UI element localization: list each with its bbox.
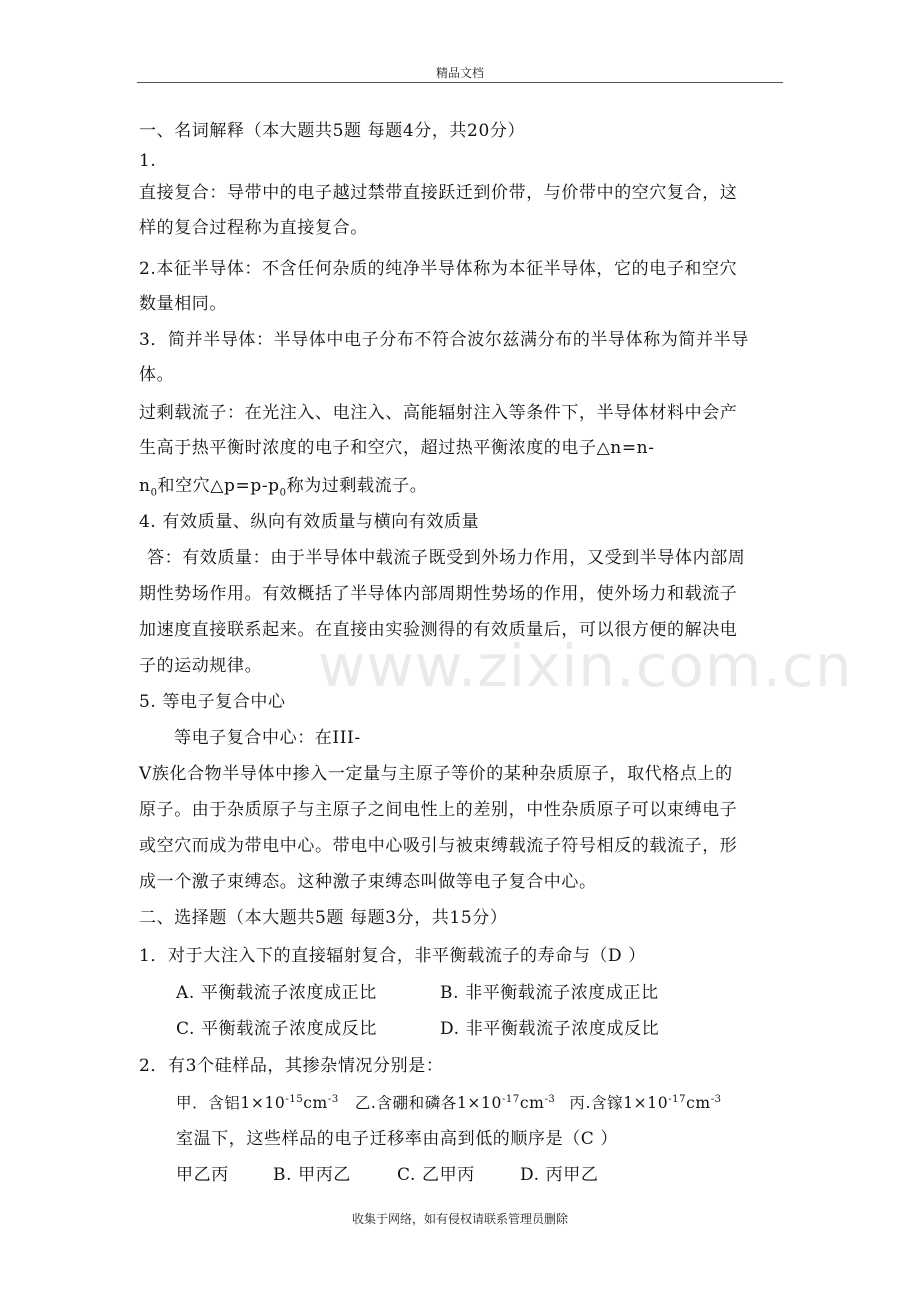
q3b-end: 称为过剩载流子。 [286,476,428,496]
q1-line1: 直接复合：导带中的电子越过禁带直接跃迁到价带，与价带中的空穴复合，这 [139,183,738,203]
q3-line2: 体。 [139,365,175,385]
q3-line1: 3．简并半导体：半导体中电子分布不符合波尔兹满分布的半导体称为简并半导 [139,330,749,350]
q5-line4: 或空穴而成为带电中心。带电中心吸引与被束缚载流子符号相反的载流子，形 [139,836,738,856]
mc2-samples [176,1092,722,1114]
page-header: 精品文档 [435,66,484,80]
page-footer: 收集于网络，如有侵权请联系管理员删除 [351,1212,568,1226]
sample-c-unit-exp: -3 [710,1093,722,1105]
sample-b-exp: -17 [501,1093,520,1105]
q5-line2: V族化合物半导体中掺入一定量与主原子等价的某种杂质原子，取代格点上的 [139,764,733,784]
mc2-option-a: 甲乙丙 [176,1165,229,1185]
section1-title: 一、名词解释（本大题共5题 每题4分，共20分） [139,121,526,141]
q4-line1: 答：有效质量：由于半导体中载流子既受到外场力作用，又受到半导体内部周 [147,548,746,568]
q4-line2: 期性势场作用。有效概括了半导体内部周期性势场的作用，使外场力和载流子 [139,584,738,604]
sample-b-unit: cm [519,1094,545,1112]
sample-c-exp: -17 [668,1093,687,1105]
q5-line1: 等电子复合中心：在III- [174,728,361,748]
mc1-option-c: C. 平衡载流子浓度成反比 [176,1019,378,1039]
mc2-option-c: C. 乙甲丙 [397,1165,475,1185]
q3b-line2: 生高于热平衡时浓度的电子和空穴，超过热平衡浓度的电子△n=n- [139,438,655,458]
section2-title: 二、选择题（本大题共5题 每题3分，共15分） [139,908,508,928]
q3b-mid: 和空穴△p=p-p [157,476,280,496]
sample-b: 乙.含硼和磷各1×10 [354,1094,502,1112]
q4-line4: 子的运动规律。 [139,656,263,676]
q5-line5: 成一个激子束缚态。这种激子束缚态叫做等电子复合中心。 [139,872,597,892]
sample-b-unit-exp: -3 [544,1093,556,1105]
sample-a-exp: -15 [285,1093,304,1105]
sample-c-unit: cm [686,1094,711,1112]
mc2-option-b: B. 甲丙乙 [273,1165,351,1185]
q3b-line3 [139,475,427,497]
q2-line1: 2.本征半导体：不含任何杂质的纯净半导体称为本征半导体，它的电子和空穴 [139,259,738,279]
mc1-option-d: D. 非平衡载流子浓度成反比 [440,1019,660,1039]
sample-a-unit: cm [303,1094,328,1112]
q4-title: 4. 有效质量、纵向有效质量与横向有效质量 [139,512,480,532]
watermark: www.zixin.com.cn [318,632,853,700]
q5-line3: 原子。由于杂质原子与主原子之间电性上的差别，中性杂质原子可以束缚电子 [139,800,738,820]
mc1-option-b: B. 非平衡载流子浓度成正比 [440,983,659,1003]
q1-line2: 样的复合过程称为直接复合。 [139,218,368,238]
sample-a: 甲．含铝1×10 [176,1094,286,1112]
q4-line3: 加速度直接联系起来。在直接由实验测得的有效质量后，可以很方便的解决电 [139,620,738,640]
q5-title: 5. 等电子复合中心 [139,692,286,712]
sample-a-unit-exp: -3 [327,1093,339,1105]
mc2-option-d: D. 丙甲乙 [520,1165,599,1185]
mc1-stem: 1．对于大注入下的直接辐射复合，非平衡载流子的寿命与（D ） [139,946,646,966]
header-divider [137,82,783,83]
q3b-n: n [139,476,151,496]
mc2-stem2: 室温下，这些样品的电子迁移率由高到低的顺序是（C ） [176,1129,619,1149]
q1-number: 1. [139,151,157,171]
q3b-sub1: 0 [150,487,158,499]
q2-line2: 数量相同。 [139,294,227,314]
q3b-sub2: 0 [279,487,287,499]
sample-c: 丙.含镓1×10 [569,1094,669,1112]
mc1-option-a: A. 平衡载流子浓度成正比 [176,983,377,1003]
mc2-stem: 2．有3个硅样品，其掺杂情况分别是： [139,1056,444,1076]
q3b-line1: 过剩载流子：在光注入、电注入、高能辐射注入等条件下，半导体材料中会产 [139,403,738,423]
